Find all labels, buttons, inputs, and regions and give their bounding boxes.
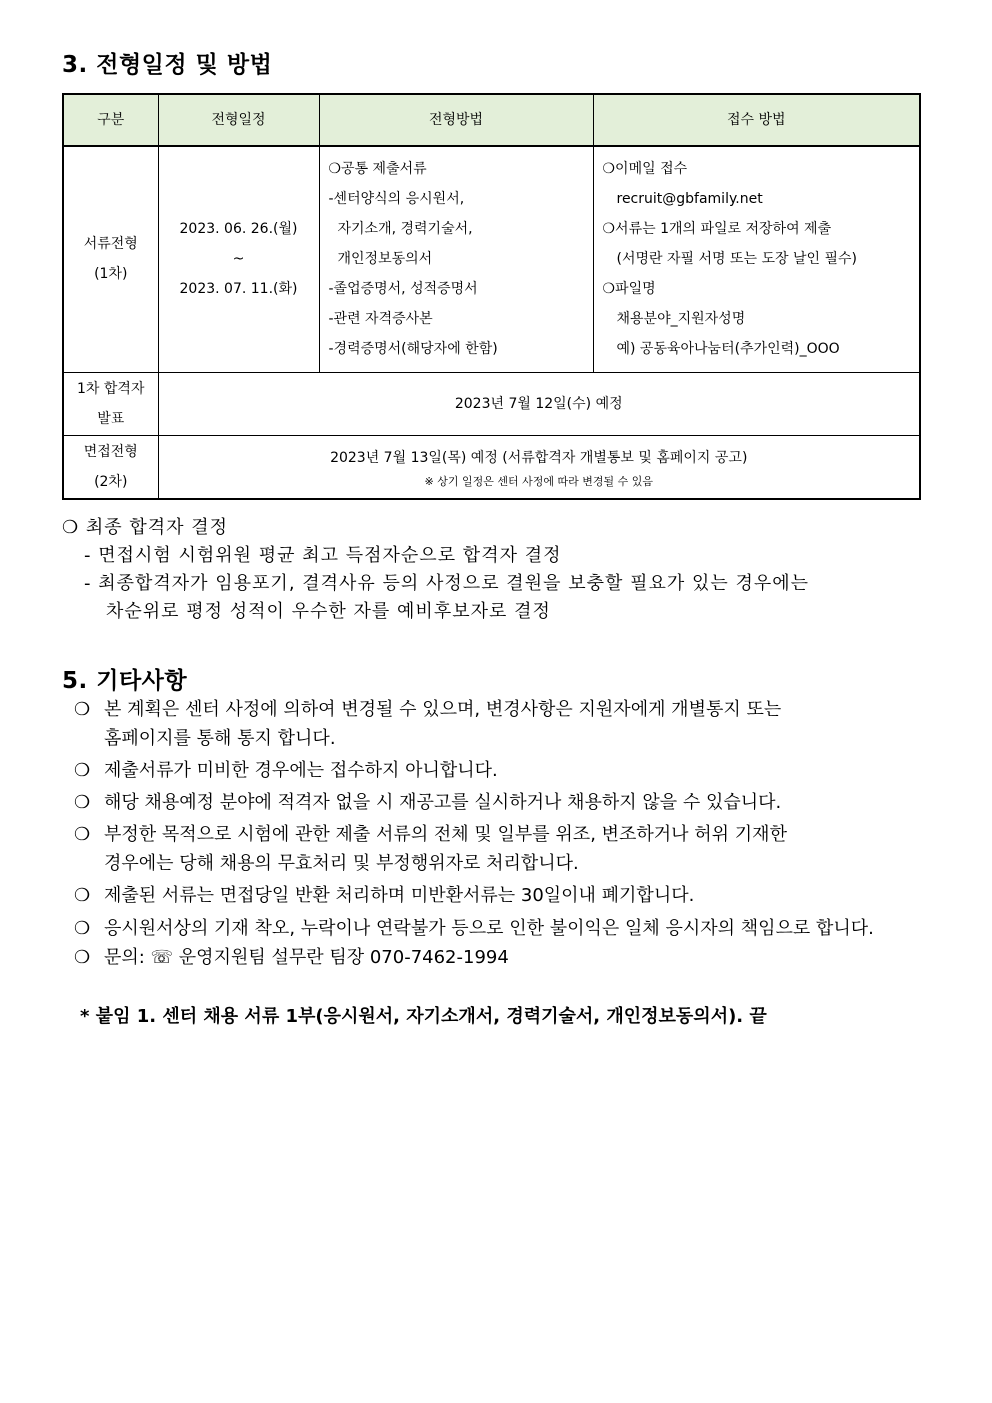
final-heading: ❍ 최종 합격자 결정 [62, 517, 229, 538]
list-item: ❍ 본 계획은 센터 사정에 의하여 변경될 수 있으며, 변경사항은 지원자에게 개별통지 또는 홈페이지를 통해 통지 합니다. [62, 695, 932, 753]
section3-title: 3. 전형일정 및 방법 [62, 52, 273, 78]
bullet-mark: ❍ [74, 824, 91, 845]
table-row [63, 435, 920, 499]
header-schedule: 전형일정 [158, 94, 319, 146]
list-item: ❍ 응시원서상의 기재 착오, 누락이나 연락불가 등으로 인한 불이익은 일체 응시자의 책임으로 합니다. [62, 914, 932, 943]
header-category: 구분 [63, 94, 158, 146]
email-address: recruit@gbfamily.net [616, 191, 763, 208]
list-item: ❍ 해당 채용예정 분야에 적격자 없을 시 재공고를 실시하거나 채용하지 않을 수 있습니다. [62, 788, 932, 817]
section5-title: 5. 기타사항 [62, 668, 188, 694]
bullet-mark: ❍ [74, 947, 91, 968]
row1-schedule: 2023. 06. 26.(월) ~ 2023. 07. 11.(화) [158, 146, 319, 372]
row2-content: 2023년 7월 12일(수) 예정 [158, 372, 920, 435]
row1-category: 서류전형 (1차) [63, 146, 158, 372]
final-line-1: - 면접시험 시험위원 평균 최고 득점자순으로 합격자 결정 [84, 545, 562, 566]
schedule-note: ※ 상기 일정은 센터 사정에 따라 변경될 수 있음 [424, 474, 653, 488]
table-header-row [63, 94, 920, 146]
list-item: ❍ 문의: ☏ 운영지원팀 설무란 팀장 070-7462-1994 [62, 943, 932, 972]
table-row [63, 372, 920, 435]
bullet-mark: ❍ [74, 918, 91, 939]
bullet-mark: ❍ [74, 792, 91, 813]
final-line-3: 차순위로 평정 성적이 우수한 자를 예비후보자로 결정 [106, 601, 551, 622]
header-method: 전형방법 [319, 94, 593, 146]
bullet-mark: ❍ [74, 760, 91, 781]
row1-receipt: ❍이메일 접수 recruit@gbfamily.net ❍서류는 1개의 파일로 저장하여 제출 (서명란 자필 서명 또는 도장 날인 필수) ❍파일명 채용분야_지원자성명 예) 공동육아나눔터(추가인력)_OOO [593, 146, 920, 372]
list-item: ❍ 제출된 서류는 면접당일 반환 처리하며 미반환서류는 30일이내 폐기합니다. [62, 881, 932, 910]
bullet-mark: ❍ [74, 885, 91, 906]
attachment-note: * 붙임 1. 센터 채용 서류 1부(응시원서, 자기소개서, 경력기술서, 개인정보동의서). 끝 [80, 1006, 767, 1027]
row3-category: 면접전형 (2차) [63, 435, 158, 499]
header-receipt: 접수 방법 [593, 94, 920, 146]
row2-category: 1차 합격자 발표 [63, 372, 158, 435]
list-item: ❍ 부정한 목적으로 시험에 관한 제출 서류의 전체 및 일부를 위조, 변조하거나 허위 기재한 경우에는 당해 채용의 무효처리 및 부정행위자로 처리합니다. [62, 820, 932, 878]
table-row [63, 146, 920, 372]
final-line-2: - 최종합격자가 임용포기, 결격사유 등의 사정으로 결원을 보충할 필요가 있는 경우에는 [84, 573, 810, 594]
row3-content: 2023년 7월 13일(목) 예정 (서류합격자 개별통보 및 홈페이지 공고) ※ 상기 일정은 센터 사정에 따라 변경될 수 있음 [158, 435, 920, 499]
list-item: ❍ 제출서류가 미비한 경우에는 접수하지 아니합니다. [62, 756, 932, 785]
bullet-mark: ❍ [74, 699, 91, 720]
schedule-table [62, 93, 921, 500]
row1-method: ❍공통 제출서류 -센터양식의 응시원서, 자기소개, 경력기술서, 개인정보동의서 -졸업증명서, 성적증명서 -관련 자격증사본 -경력증명서(해당자에 한함) [319, 146, 593, 372]
